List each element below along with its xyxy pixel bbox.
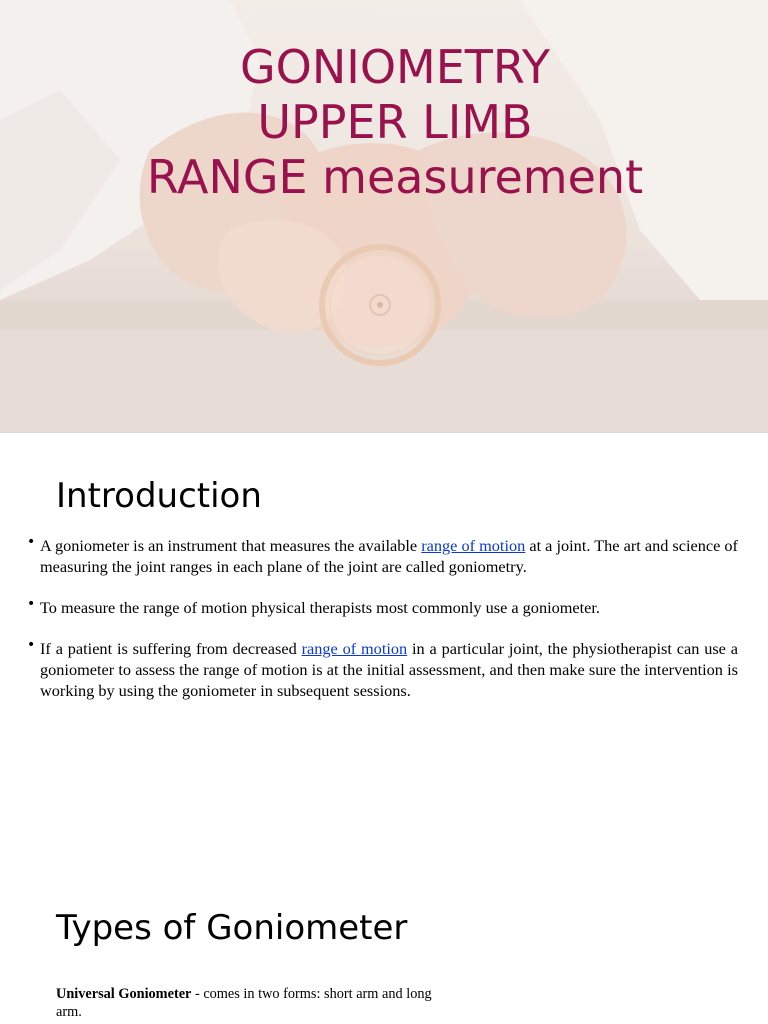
bullet-list	[26, 535, 738, 721]
bullet-text: A goniometer is an instrument that measures the available	[40, 536, 422, 555]
bullet-item	[26, 597, 738, 618]
title-slide	[0, 0, 768, 432]
type-description: - comes in two forms: short arm and long arm.	[56, 986, 432, 1020]
bullet-text: If a patient is suffering from decreased	[40, 639, 302, 658]
title-line-1: GONIOMETRY	[239, 40, 550, 94]
range-of-motion-link[interactable]: range of motion	[421, 536, 526, 555]
bullet-text: in a particular joint, the physiotherapist can use a goniometer to assess the range of motion is at the initial assessment, and then make sure the intervention is working by using the goniometer in subsequent sessions.	[40, 639, 738, 700]
type-term: Universal Goniometer	[56, 986, 192, 1002]
range-of-motion-link[interactable]: range of motion	[301, 639, 408, 658]
bullet-item	[26, 638, 738, 701]
slide-title	[0, 40, 768, 205]
bullet-text: To measure the range of motion physical therapists most commonly use a goniometer.	[40, 598, 600, 617]
bullet-dot-icon: •	[27, 596, 36, 612]
types-heading: Types of Goniometer	[56, 908, 408, 948]
types-slide	[0, 863, 768, 1024]
goniometer-type-item	[56, 985, 436, 1021]
bullet-item	[26, 535, 738, 577]
bullet-text: at a joint. The art and science of measuring the joint ranges in each plane of the joint are called goniometry.	[40, 536, 738, 576]
title-line-3: RANGE measurement	[146, 150, 644, 204]
title-line-2: UPPER LIMB	[257, 95, 533, 149]
bullet-dot-icon: •	[27, 534, 36, 550]
bullet-dot-icon: •	[27, 637, 36, 653]
introduction-heading: Introduction	[56, 476, 262, 516]
introduction-slide	[0, 433, 768, 863]
